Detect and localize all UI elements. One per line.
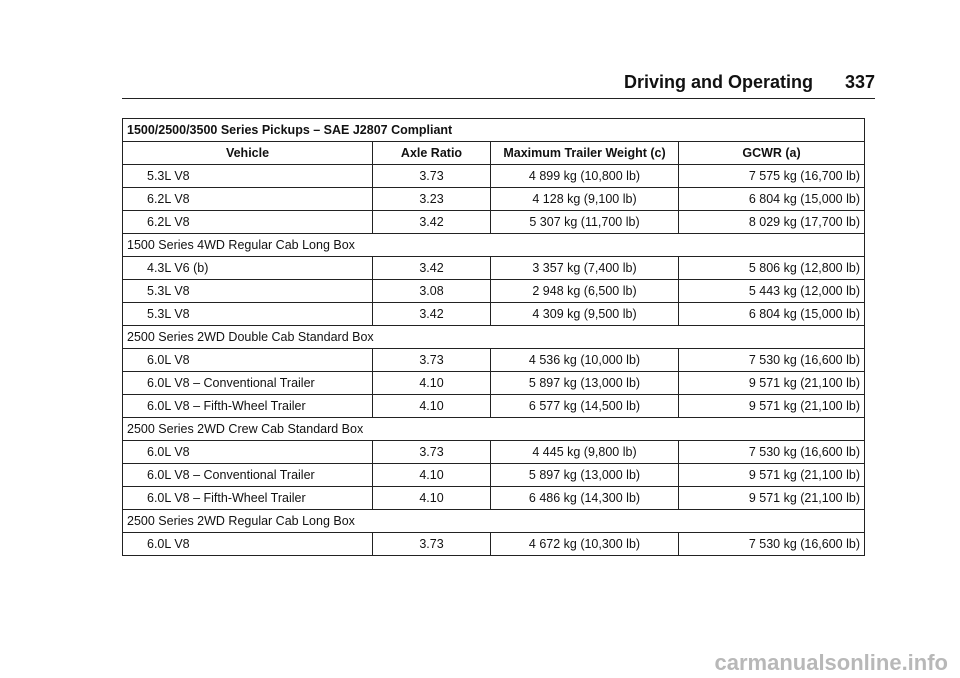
gcwr-cell: 7 530 kg (16,600 lb) (679, 441, 865, 464)
gcwr-cell: 6 804 kg (15,000 lb) (679, 303, 865, 326)
table-row (123, 372, 865, 395)
table-row (123, 487, 865, 510)
gcwr-cell: 7 575 kg (16,700 lb) (679, 165, 865, 188)
axle-ratio-cell: 3.08 (373, 280, 491, 303)
group-label: 2500 Series 2WD Double Cab Standard Box (123, 326, 865, 349)
group-header-row (123, 234, 865, 257)
table-row (123, 464, 865, 487)
gcwr-cell: 7 530 kg (16,600 lb) (679, 533, 865, 556)
gcwr-cell: 9 571 kg (21,100 lb) (679, 487, 865, 510)
max-trailer-weight-cell: 2 948 kg (6,500 lb) (491, 280, 679, 303)
table-row (123, 280, 865, 303)
max-trailer-weight-cell: 5 307 kg (11,700 lb) (491, 211, 679, 234)
gcwr-cell: 5 806 kg (12,800 lb) (679, 257, 865, 280)
max-trailer-weight-cell: 5 897 kg (13,000 lb) (491, 372, 679, 395)
group-header-row (123, 418, 865, 441)
vehicle-cell: 6.0L V8 (123, 349, 373, 372)
vehicle-cell: 6.0L V8 – Conventional Trailer (123, 464, 373, 487)
table-row (123, 188, 865, 211)
axle-ratio-cell: 3.42 (373, 257, 491, 280)
max-trailer-weight-cell: 6 486 kg (14,300 lb) (491, 487, 679, 510)
axle-ratio-cell: 3.73 (373, 165, 491, 188)
vehicle-cell: 6.2L V8 (123, 211, 373, 234)
column-header-axle-ratio: Axle Ratio (373, 142, 491, 165)
table-row (123, 441, 865, 464)
watermark: carmanualsonline.info (714, 650, 948, 675)
vehicle-cell: 5.3L V8 (123, 303, 373, 326)
vehicle-cell: 6.2L V8 (123, 188, 373, 211)
gcwr-cell: 6 804 kg (15,000 lb) (679, 188, 865, 211)
vehicle-cell: 6.0L V8 (123, 441, 373, 464)
max-trailer-weight-cell: 4 672 kg (10,300 lb) (491, 533, 679, 556)
page-header (122, 72, 875, 99)
max-trailer-weight-cell: 4 445 kg (9,800 lb) (491, 441, 679, 464)
gcwr-cell: 9 571 kg (21,100 lb) (679, 372, 865, 395)
page-number: 337 (844, 72, 875, 92)
table-row (123, 303, 865, 326)
table-title-row (123, 119, 865, 142)
gcwr-cell: 9 571 kg (21,100 lb) (679, 395, 865, 418)
max-trailer-weight-cell: 3 357 kg (7,400 lb) (491, 257, 679, 280)
axle-ratio-cell: 3.73 (373, 533, 491, 556)
vehicle-cell: 6.0L V8 (123, 533, 373, 556)
max-trailer-weight-cell: 4 536 kg (10,000 lb) (491, 349, 679, 372)
table-row (123, 395, 865, 418)
max-trailer-weight-cell: 4 899 kg (10,800 lb) (491, 165, 679, 188)
table-title: 1500/2500/3500 Series Pickups – SAE J2807 Compliant (123, 119, 865, 142)
section-title: Driving and Operating (623, 72, 813, 92)
group-header-row (123, 510, 865, 533)
axle-ratio-cell: 4.10 (373, 372, 491, 395)
gcwr-cell: 7 530 kg (16,600 lb) (679, 349, 865, 372)
vehicle-cell: 5.3L V8 (123, 280, 373, 303)
axle-ratio-cell: 3.73 (373, 349, 491, 372)
table-row (123, 533, 865, 556)
vehicle-cell: 6.0L V8 – Fifth-Wheel Trailer (123, 395, 373, 418)
trailer-spec-table (122, 118, 865, 556)
axle-ratio-cell: 3.42 (373, 303, 491, 326)
group-header-row (123, 326, 865, 349)
group-label: 1500 Series 4WD Regular Cab Long Box (123, 234, 865, 257)
vehicle-cell: 5.3L V8 (123, 165, 373, 188)
table-row (123, 165, 865, 188)
gcwr-cell: 8 029 kg (17,700 lb) (679, 211, 865, 234)
vehicle-cell: 6.0L V8 – Conventional Trailer (123, 372, 373, 395)
axle-ratio-cell: 3.73 (373, 441, 491, 464)
table-row (123, 211, 865, 234)
group-label: 2500 Series 2WD Regular Cab Long Box (123, 510, 865, 533)
max-trailer-weight-cell: 6 577 kg (14,500 lb) (491, 395, 679, 418)
gcwr-cell: 5 443 kg (12,000 lb) (679, 280, 865, 303)
axle-ratio-cell: 4.10 (373, 487, 491, 510)
max-trailer-weight-cell: 4 128 kg (9,100 lb) (491, 188, 679, 211)
max-trailer-weight-cell: 5 897 kg (13,000 lb) (491, 464, 679, 487)
column-header-max-trailer-weight: Maximum Trailer Weight (c) (491, 142, 679, 165)
gcwr-cell: 9 571 kg (21,100 lb) (679, 464, 865, 487)
table-header-row (123, 142, 865, 165)
max-trailer-weight-cell: 4 309 kg (9,500 lb) (491, 303, 679, 326)
table-row (123, 257, 865, 280)
vehicle-cell: 6.0L V8 – Fifth-Wheel Trailer (123, 487, 373, 510)
axle-ratio-cell: 3.23 (373, 188, 491, 211)
axle-ratio-cell: 4.10 (373, 395, 491, 418)
group-label: 2500 Series 2WD Crew Cab Standard Box (123, 418, 865, 441)
column-header-gcwr: GCWR (a) (679, 142, 865, 165)
column-header-vehicle: Vehicle (123, 142, 373, 165)
table-row (123, 349, 865, 372)
axle-ratio-cell: 3.42 (373, 211, 491, 234)
axle-ratio-cell: 4.10 (373, 464, 491, 487)
vehicle-cell: 4.3L V6 (b) (123, 257, 373, 280)
